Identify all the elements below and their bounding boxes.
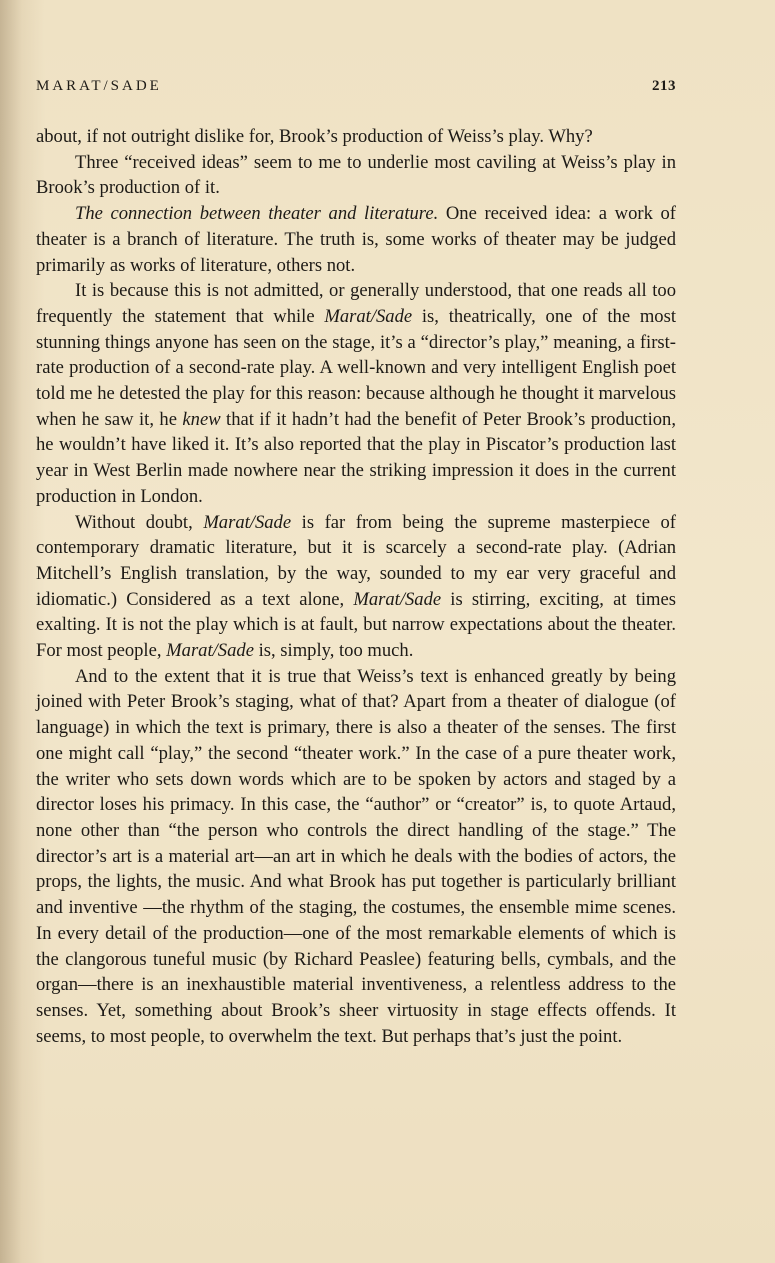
paragraph (36, 201, 676, 278)
paragraph (36, 664, 676, 1050)
italic-text: Marat/Sade (324, 305, 413, 327)
paragraph (36, 510, 676, 664)
text-run: about, if not outright dislike for, Brook’s production of Weiss’s play. Why? (36, 126, 593, 147)
paragraph (36, 124, 676, 150)
italic-text: Marat/Sade (353, 588, 442, 610)
text-run: that if it hadn’t had the benefit of Peter Brook’s production, he wouldn’t have liked it. It’s also reported that the play in Piscator’s production last year in West Berlin made nowhere near the striking impression it does in the current production in London. (36, 408, 677, 507)
italic-text: The connection between theater and literature. (75, 203, 439, 225)
page-number: 213 (652, 78, 676, 94)
text-run: One received idea: a work of theater is a branch of literature. The truth is, some works of theater may be judged primarily as works of literature, others not. (36, 203, 676, 276)
italic-text: knew (182, 408, 221, 430)
text-run: Without doubt, (75, 511, 204, 533)
body-text (36, 124, 676, 1049)
paragraph (36, 278, 676, 509)
running-title: MARAT/SADE (36, 78, 162, 94)
text-run: is stirring, exciting, at times exalting. It is not the play which is at fault, but narrow expectations about the theater. For most people, (36, 588, 676, 662)
running-head (36, 78, 676, 100)
paragraph (36, 150, 676, 201)
text-run: Three “received ideas” seem to me to underlie most caviling at Weiss’s play in Brook’s production of it. (36, 151, 676, 199)
text-run: And to the extent that it is true that Weiss’s text is enhanced greatly by being joined with Peter Brook’s staging, what of that? Apart from a theater of dialogue (of language) in which the text is primary, there is also a theater of the senses. The first one might call “play,” the second “theater work.” In the case of a pure theater work, the writer who sets down words which are to be spoken by actors and staged by a director loses his primacy. In this case, the “author” or “creator” is, to quote Artaud, none other than “the person who controls the direct handling of the stage.” The director’s art is a material art—an art in which he deals with the bodies of actors, the props, the lights, the music. And what Brook has put together is particularly brilliant and inventive —the rhythm of the staging, the costumes, the ensemble mime scenes. In every detail of the production—one of the most remarkable elements of which is the clangorous tuneful music (by Richard Peaslee) featuring bells, cymbals, and the organ—there is an inexhaustible material inventiveness, a relentless address to the senses. Yet, something about Brook’s sheer virtuosity in stage effects offends. It seems, to most people, to overwhelm the text. But perhaps that’s just the point. (36, 665, 676, 1047)
text-run: is, theatrically, one of the most stunning things anyone has seen on the stage, it’s a “director’s play,” meaning, a first-rate production of a second-rate play. A well-known and very intelligent English poet told me he detested the play for this reason: because although he thought it marvelous when he saw it, he (36, 305, 676, 430)
italic-text: Marat/Sade (203, 511, 292, 533)
text-run: It is because this is not admitted, or generally understood, that one reads all too frequently the statement that while (36, 280, 676, 327)
text-run: is, simply, too much. (253, 640, 414, 662)
italic-text: Marat/Sade (166, 640, 254, 662)
text-run: is far from being the supreme masterpiece of contemporary dramatic literature, but it is scarcely a second-rate play. (Adrian Mitchell’s English translation, by the way, sounded to my ear very graceful and idiomatic.) Considered as a text alone, (36, 511, 676, 610)
